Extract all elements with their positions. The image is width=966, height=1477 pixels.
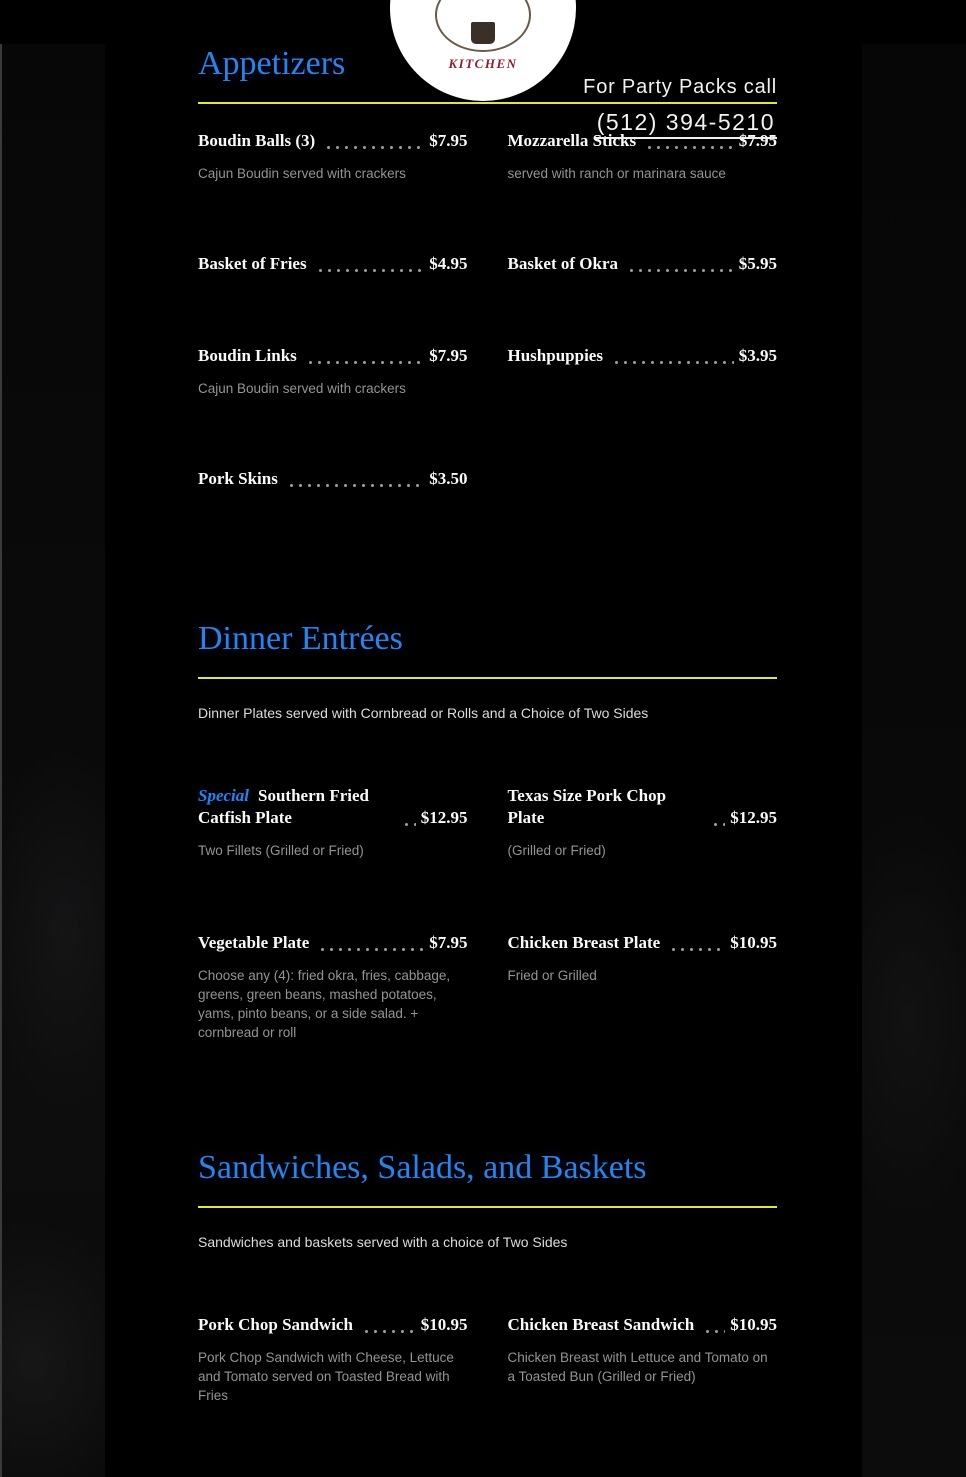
menu-item xyxy=(198,253,468,275)
dot-leader xyxy=(306,359,424,364)
menu-item-name xyxy=(508,785,703,829)
logo-kitchen-text: KITCHEN xyxy=(448,56,518,71)
section-note: Sandwiches and baskets served with a choice of Two Sides xyxy=(198,1234,568,1250)
dot-leader xyxy=(287,482,424,487)
menu-page xyxy=(105,44,861,1477)
menu-item xyxy=(508,785,778,860)
menu-item xyxy=(198,932,468,1042)
menu-item-name xyxy=(198,130,315,152)
menu-cell xyxy=(198,468,468,490)
menu-item-line xyxy=(198,253,468,275)
menu-item-line xyxy=(508,345,778,367)
dot-leader xyxy=(362,1328,416,1333)
section-title: Dinner Entrées xyxy=(198,620,403,657)
party-pack-callout xyxy=(583,74,777,139)
menu-item xyxy=(508,345,778,367)
menu-item-name xyxy=(198,785,393,829)
menu-cell xyxy=(198,253,468,345)
menu-item-price: $3.95 xyxy=(738,346,777,365)
dot-leader xyxy=(645,144,734,149)
menu-item-name xyxy=(198,468,278,490)
menu-item-name-text: Mozzarella Sticks xyxy=(507,131,637,150)
dot-leader xyxy=(627,267,734,272)
menu-item-line xyxy=(508,253,778,275)
menu-item-name-text: Vegetable Plate xyxy=(198,933,310,952)
menu-item-name-text: Chicken Breast Plate xyxy=(507,933,661,952)
menu-cell xyxy=(508,345,778,468)
menu-cell xyxy=(508,1314,778,1405)
menu-item-desc: Cajun Boudin served with crackers xyxy=(198,166,406,181)
menu-item-desc: (Grilled or Fried) xyxy=(507,843,606,858)
menu-item-price: $10.95 xyxy=(730,1315,777,1334)
menu-cell xyxy=(198,932,468,1042)
menu-item-line xyxy=(508,932,778,954)
menu-cell xyxy=(198,130,468,253)
menu-item-price: $12.95 xyxy=(420,808,468,827)
menu-item-line xyxy=(198,345,468,367)
menu-item-line xyxy=(508,785,778,829)
menu-item-price: $7.95 xyxy=(429,346,468,365)
section-note: Dinner Plates served with Cornbread or Rolls and a Choice of Two Sides xyxy=(198,705,649,721)
section-title: Sandwiches, Salads, and Baskets xyxy=(198,1149,647,1186)
dot-leader xyxy=(612,359,734,364)
dot-leader xyxy=(402,821,416,826)
phone-number-link[interactable]: (512) 394-5210 xyxy=(595,110,777,139)
menu-item-name xyxy=(508,345,603,367)
menu-item-line xyxy=(198,932,468,954)
menu-item xyxy=(508,253,778,275)
menu-item xyxy=(198,1314,468,1405)
section-items-grid xyxy=(198,1252,777,1405)
menu-item-line xyxy=(198,785,468,829)
menu-item-name-text: Basket of Fries xyxy=(198,254,307,273)
section-divider xyxy=(198,677,777,679)
menu-item-name xyxy=(198,345,297,367)
menu-item-line xyxy=(198,130,468,152)
menu-item-line xyxy=(198,1314,468,1336)
menu-item xyxy=(508,932,778,985)
section-divider xyxy=(198,1206,777,1208)
menu-item-name-text: Chicken Breast Sandwich xyxy=(507,1315,695,1334)
menu-item xyxy=(198,345,468,398)
menu-item-name-text: Texas Size Pork Chop Plate xyxy=(507,786,667,827)
menu-cell xyxy=(508,468,778,490)
menu-item-line xyxy=(198,468,468,490)
menu-screenshot xyxy=(0,44,966,1477)
menu-item-price: $10.95 xyxy=(420,1315,468,1334)
menu-cell xyxy=(508,785,778,932)
menu-item-name xyxy=(198,253,307,275)
menu-item-price: $12.95 xyxy=(730,808,777,827)
background-photo-right-edge xyxy=(862,44,966,1477)
menu-item-line xyxy=(508,1314,778,1336)
logo-emblem-icon xyxy=(435,0,531,52)
menu-cell xyxy=(198,345,468,468)
menu-item-name xyxy=(508,253,619,275)
menu-item-desc: Chicken Breast with Lettuce and Tomato on a Toasted Bun (Grilled or Fried) xyxy=(507,1350,768,1384)
menu-item-desc: Two Fillets (Grilled or Fried) xyxy=(198,843,364,858)
menu-item-price: $4.95 xyxy=(429,254,468,273)
section-items-grid xyxy=(198,104,777,490)
menu-item-price: $10.95 xyxy=(730,933,777,952)
menu-item xyxy=(198,468,468,490)
party-pack-label: For Party Packs call xyxy=(583,76,777,98)
menu-item-desc: Choose any (4): fried okra, fries, cabbage, greens, green beans, mashed potatoes, yams, pinto beans, or a side salad. + cornbread or roll xyxy=(198,968,451,1040)
menu-cell xyxy=(508,130,778,253)
special-label: Special xyxy=(198,786,249,805)
menu-section xyxy=(198,619,777,1042)
menu-item-price: $5.95 xyxy=(738,254,777,273)
menu-item xyxy=(508,1314,778,1386)
menu-cell xyxy=(508,253,778,345)
dot-leader xyxy=(711,821,725,826)
menu-item-price: $7.95 xyxy=(429,933,468,952)
menu-section xyxy=(198,1148,777,1405)
dot-leader xyxy=(316,267,425,272)
dot-leader xyxy=(324,144,424,149)
menu-item-name xyxy=(198,1314,353,1336)
menu-item-name xyxy=(198,932,309,954)
menu-item xyxy=(198,130,468,183)
section-items-grid xyxy=(198,723,777,1042)
background-photo-left-edge xyxy=(0,44,106,1477)
sections xyxy=(198,44,777,1405)
dot-leader xyxy=(703,1328,725,1333)
menu-item-desc: Pork Chop Sandwich with Cheese, Lettuce and Tomato served on Toasted Bread with Fries xyxy=(198,1350,454,1403)
menu-item-price: $7.95 xyxy=(429,131,468,150)
menu-item-name xyxy=(508,1314,695,1336)
menu-item-name xyxy=(508,932,661,954)
menu-item-name-text: Boudin Balls (3) xyxy=(198,131,316,150)
dot-leader xyxy=(318,946,424,951)
menu-item-price: $7.95 xyxy=(738,131,777,150)
menu-cell xyxy=(198,1314,468,1405)
menu-item-desc: served with ranch or marinara sauce xyxy=(507,166,726,181)
menu-item-name-text: Boudin Links xyxy=(198,346,297,365)
menu-cell xyxy=(508,932,778,1042)
menu-item-price: $3.50 xyxy=(429,469,468,488)
section-title: Appetizers xyxy=(198,45,346,82)
menu-item-name-text: Pork Skins xyxy=(198,469,278,488)
menu-item-name-text: Hushpuppies xyxy=(507,346,603,365)
menu-item-name-text: Basket of Okra xyxy=(507,254,618,273)
pot-icon xyxy=(471,22,495,44)
menu-item-desc: Cajun Boudin served with crackers xyxy=(198,381,406,396)
menu-item-name-text: Pork Chop Sandwich xyxy=(198,1315,353,1334)
menu-item xyxy=(198,785,468,860)
menu-cell xyxy=(198,785,468,932)
dot-leader xyxy=(669,946,725,951)
menu-item-desc: Fried or Grilled xyxy=(507,968,597,983)
menu-item-name-text: Southern Fried Catfish Plate xyxy=(198,786,369,827)
